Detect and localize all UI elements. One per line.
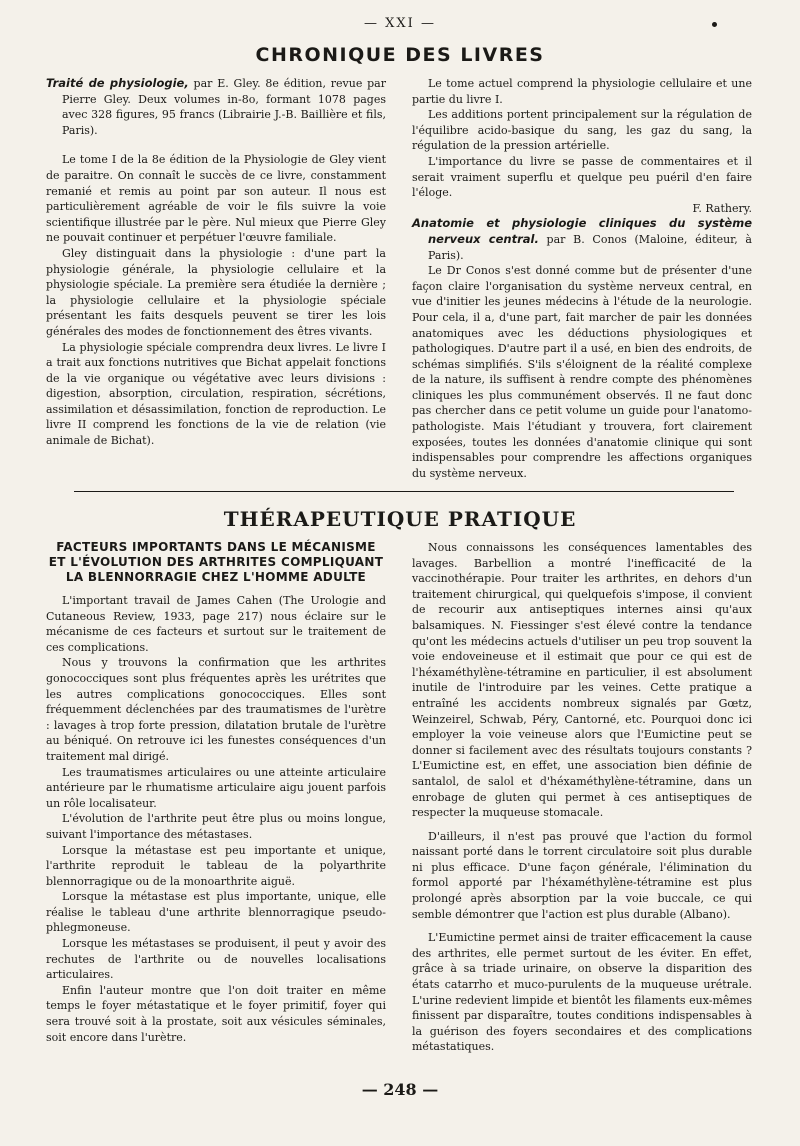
article-p3: Les traumatismes articulaires ou une atteinte articulaire antérieure par le rhumatisme articulaire aigu jouent parfois un rôle localisateur. — [46, 765, 386, 810]
article-p8: Enfin l'auteur montre que l'on doit traiter en même temps le foyer métastatique et le foyer primitif, foyer qui sera trouvé soit à la prostate, soit aux vésicules séminales, soit encore dans l'urètre. — [46, 983, 386, 1044]
article-p11: L'Eumictine permet ainsi de traiter efficacement la cause des arthrites, elle permet surtout de les éviter. En effet, grâce à sa triade urinaire, on observe la disparition des états catarrho et muco-purulents de la muqueuse urétrale. L'urine redevient limpide et bientôt les filaments eux-mêmes finissent par disparaître, toutes conditions indispensables à la guérison des foyers secondaires et des complications métastatiques. — [412, 931, 752, 1054]
article-p4: L'évolution de l'arthrite peut être plus ou moins longue, suivant l'importance des métastases. — [46, 812, 386, 841]
review1-p4: Le tome actuel comprend la physiologie cellulaire et une partie du livre I. — [412, 77, 752, 106]
review1-p1: Le tome I de la 8e édition de la Physiologie de Gley vient de paraitre. On connaît le succès de ce livre, constamment remanié et remis au point par son auteur. Il nous est particulièrement agréable de voir le fils suivre la voie scientifique illustrée par le père. Nul mieux que Pierre Gley ne pouvait continuer et perpétuer l'œuvre familiale. — [46, 153, 386, 245]
review1-reference — [46, 76, 386, 138]
review2-title: Anatomie et physiologie cliniques du système nerveux central. — [412, 216, 752, 246]
article-p2: Nous y trouvons la confirmation que les arthrites gonococciques sont plus fréquentes après les urétrites que les autres complications gonococciques. Elles sont fréquemment déclenchées par des traumatismes de l'urètre : lavages à trop forte pression, dilatation brutale de l'urètre au béniqué. On retrouve ici les funestes conséquences d'un traitement mal dirigé. — [46, 656, 386, 763]
page-number: — 248 — — [361, 1080, 439, 1099]
review1-p6: L'importance du livre se passe de commentaires et il serait vraiment superflu et quelque peu puéril d'en faire l'éloge. — [412, 154, 752, 200]
review2-p1: Le Dr Conos s'est donné comme but de présenter d'une façon claire l'organisation du système nerveux central, en vue d'initier les jeunes médecins à l'étude de la neurologie. Pour cela, il a, d'une part, fait marcher de pair les données anatomiques avec les déductions physiologiques et pathologiques. D'autre part il a usé, en bien des endroits, de schémas simplifiés. S'ils s'éloignent de la réalité complexe de la nature, ils suffisent à rendre compte des phénomènes cliniques les plus communément observés. Il ne faut donc pas chercher dans ce petit volume un guide pour l'anatomo-pathologiste. Mais l'étudiant y trouvera, fort clairement exposées, toutes les données d'anatomie clinique qui sont indispensables pour comprendre les affections organiques du système nerveux. — [412, 264, 752, 480]
column-top-left — [46, 76, 386, 449]
review2-reference — [412, 216, 752, 263]
column-bottom-left — [46, 540, 386, 1045]
folio: — XXI — — [364, 16, 436, 31]
review1-p5: Les additions portent principalement sur la régulation de l'équilibre acido-basique du sang, les gaz du sang, la régulation de la pression artérielle. — [412, 108, 752, 153]
column-top-right — [412, 76, 752, 481]
article-title: FACTEURS IMPORTANTS DANS LE MÉCANISME ET L'ÉVOLUTION DES ARTHRITES COMPLIQUANT LA BLENNORRAGIE CHEZ L'HOMME ADULTE — [48, 540, 384, 584]
article-p10: D'ailleurs, il n'est pas prouvé que l'action du formol naissant porté dans le torrent circulatoire soit plus durable ni plus efficace. D'une façon générale, l'élimination du formol apporté par l'héxaméthylène-tétramine est plus prolongé après absorption par la voie buccale, ce qui semble démontrer que l'action est plus durable (Albano). — [412, 829, 752, 921]
review1-ref: par E. Gley. 8e édition, revue par Pierre Gley. Deux volumes in-8o, formant 1078 pages avec 328 figures, 95 francs (Librairie J.-B. Baillière et fils, Paris). — [62, 77, 386, 137]
article-p6: Lorsque la métastase est plus importante, unique, elle réalise le tableau d'une arthrite blennorragique pseudo-phlegmoneuse. — [46, 890, 386, 935]
ink-dot — [712, 22, 717, 27]
article-p7: Lorsque les métastases se produisent, il peut y avoir des rechutes de l'arthrite ou de nouvelles localisations articulaires. — [46, 937, 386, 982]
review1-p3: La physiologie spéciale comprendra deux livres. Le livre I a trait aux fonctions nutritives que Bichat appelait fonctions de la vie organique ou végétative avec leurs divisions : digestion, absorption, circulation, respiration, sécrétions, assimilation et désassimilation, fonction de reproduction. Le livre II comprend les fonctions de la vie de relation (vie animale de Bichat). — [46, 340, 386, 448]
section-title-therapeutique: THÉRAPEUTIQUE PRATIQUE — [223, 507, 577, 531]
article-p5: Lorsque la métastase est peu importante et unique, l'arthrite reproduit le tableau de la polyarthrite blennorragique ou de la monoarthrite aiguë. — [46, 843, 386, 888]
section-divider — [74, 491, 734, 492]
article-p9: Nous connaissons les conséquences lamentables des lavages. Barbellion a montré l'inefficacité de la vaccinothérapie. Pour traiter les arthrites, en dehors d'un traitement chirurgical, qui quelquefois s'impose, il convient de recourir aux antiseptiques internes ainsi qu'aux balsamiques. N. Fiessinger s'est élevé contre la tendance qu'ont les médecins actuels d'utiliser un peu trop souvent la voie endoveineuse et il estimait que pour ce qui est de l'héxaméthylène-tétramine en particulier, il est absolument inutile de l'introduire par les veines. Cette pratique a entraîné les accidents nombreux signalés par Gœtz, Weinzeirel, Schwab, Péry, Cantorné, etc. Pourquoi donc ici employer la voie veineuse alors que l'Eumictine peut se donner si facilement avec des résultats toujours constants ? L'Eumictine est, en effet, une association bien définie de santalol, de salol et d'héxaméthylène-tétramine, dans un enrobage de gluten qui permet à ces antiseptiques de respecter la muqueuse stomacale. — [412, 541, 752, 820]
review2-ref: par B. Conos (Maloine, éditeur, à Paris). — [428, 232, 752, 262]
review1-title: Traité de physiologie, — [46, 76, 189, 90]
column-bottom-right — [412, 540, 752, 1055]
article-p1: L'important travail de James Cahen (The Urologie and Cutaneous Review, 1933, page 217) nous éclaire sur le mécanisme de ces facteurs et surtout sur le traitement de ces complications. — [46, 594, 386, 654]
review1-p2: Gley distinguait dans la physiologie : d'une part la physiologie générale, la physiologie cellulaire et la physiologie spéciale. La première sera étudiée la dernière ; la physiologie cellulaire et la physiologie spéciale présentant les faits desquels peuvent se tirer les lois générales des modes de fonctionnement des êtres vivants. — [46, 246, 386, 338]
section-title-chronique: CHRONIQUE DES LIVRES — [255, 44, 545, 66]
review1-signature: F. Rathery. — [692, 201, 752, 215]
